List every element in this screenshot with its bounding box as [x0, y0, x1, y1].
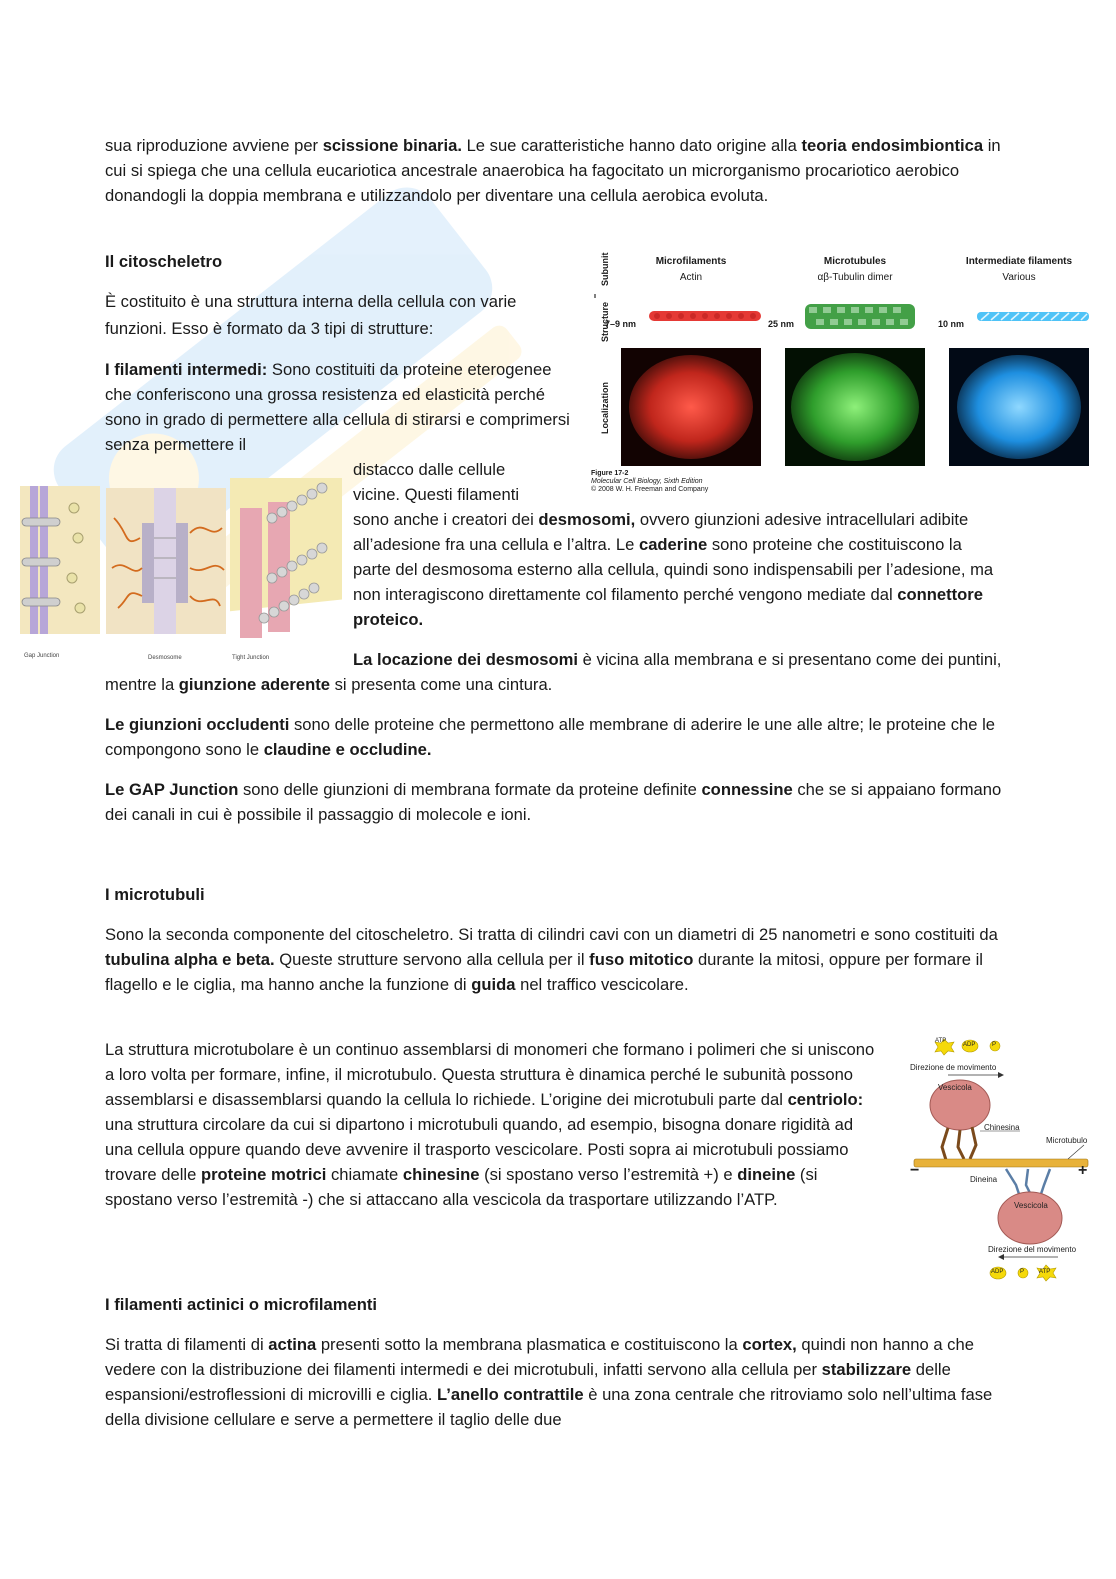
tight-junction-icon: [230, 478, 342, 638]
label-gap-junction: Gap Junction: [24, 653, 60, 659]
section-heading-microtubuli: I microtubuli: [105, 885, 205, 904]
intermediate-filament-icon: [977, 312, 1089, 321]
label-direction-top: Direzione de movimento: [910, 1063, 997, 1072]
figure-cytoskeleton: [587, 246, 1092, 502]
label-microtubulo: Microtubulo: [1046, 1136, 1088, 1145]
occludenti-paragraph: Le giunzioni occludenti sono delle proteine che permettono alle membrane di aderire le une alle altre; le proteine che le compongono sono le claudine e occludine.: [105, 715, 996, 759]
desmosomi-paragraph: La locazione dei desmosomi è vicina alla membrana e si presentano come dei puntini, mentre la giunzione aderente si presenta come una cintura.: [105, 650, 1002, 694]
col-title-microfilaments: Microfilaments: [655, 256, 727, 267]
label-adp-top: ADP: [963, 1042, 976, 1048]
col-sub-actin: Actin: [679, 272, 703, 283]
row-label-structure: Structure: [600, 301, 610, 342]
label-atp-bottom: ATP: [1039, 1269, 1051, 1275]
label-p-bottom: P: [1020, 1269, 1025, 1275]
microtubule-localization-image: [791, 353, 919, 461]
label-vescicola-bottom: Vescicola: [1014, 1201, 1048, 1210]
figure-caption: Figure 17-2 Molecular Cell Biology, Sixth Edition © 2008 W. H. Freeman and Company: [591, 470, 709, 493]
kinesin-icon: [942, 1127, 976, 1160]
junctions-drawing: [14, 478, 350, 643]
figure-motor-proteins: [908, 1035, 1100, 1285]
col-title-microtubules: Microtubules: [823, 256, 887, 267]
desmosome-icon: [106, 488, 226, 634]
col-title-intermediate: Intermediate filaments: [965, 256, 1073, 267]
gap-junction-icon: [20, 486, 100, 634]
label-dineina: Dineina: [970, 1175, 998, 1184]
dim-label-actin: 7–9 nm: [605, 319, 637, 329]
intro-paragraph: sua riproduzione avviene per scissione binaria. Le sue caratteristiche hanno dato origine alla teoria endosimbiontica in cui si spiega che una cellula eucariotica ancestrale anaerobica ha fagocitato un microrganismo procariotico aerobico donandogli la doppia membrana e utilizzandolo per diventare una cellula aerobica evoluta.: [105, 136, 1001, 205]
actin-localization-image: [629, 355, 753, 459]
vesicle-bottom-icon: [998, 1192, 1062, 1244]
filamenti-intermedi-continuation: sono anche i creatori dei desmosomi, ovvero giunzioni adesive intracellulari adibite all’adesione fra una cellula e l’altra. Le caderine sono proteine che costituiscono la parte del desmosoma esterno alla cellula, quindi sono indispensabili per l’adesione, ma non interagiscono direttamente col filamento perché vengono mediate dal connettore proteico.: [353, 510, 994, 629]
actin-filament-icon: [649, 311, 761, 321]
filamenti-intermedi-line-a: distacco dalle cellule: [353, 460, 506, 479]
gap-junction-paragraph: Le GAP Junction sono delle giunzioni di membrana formate da proteine definite connessine che se si appaiano formano dei canali in cui è possibile il passaggio di molecole e ioni.: [105, 780, 1002, 824]
label-minus-end: −: [910, 1162, 920, 1179]
label-p-top: P: [992, 1042, 997, 1048]
col-sub-tubulin: αβ-Tubulin dimer: [817, 272, 893, 283]
filamenti-intermedi-paragraph: I filamenti intermedi: Sono costituiti da proteine eterogenee che conferiscono una grossa resistenza ed elasticità perché sono in grado di permettere alla cellula di stirarsi e comprimersi senza permettere il: [105, 360, 570, 454]
label-atp-top: ATP: [935, 1038, 947, 1044]
dim-label-microtubule: 25 nm: [768, 319, 795, 329]
intermediate-localization-image: [957, 355, 1081, 459]
label-chinesina: Chinesina: [984, 1123, 1020, 1132]
label-vescicola-top: Vescicola: [938, 1083, 972, 1092]
label-plus-end: +: [1078, 1162, 1088, 1179]
citoscheletro-intro: È costituito è una struttura interna della cellula con varie funzioni. Esso è formato da 3 tipi di strutture:: [105, 292, 517, 338]
label-adp-bottom: ADP: [991, 1269, 1004, 1275]
microtubule-track-icon: [914, 1159, 1088, 1167]
cytoskeleton-drawing: [587, 246, 1092, 502]
row-label-localization: Localization: [600, 381, 610, 434]
label-desmosome: Desmosome: [148, 655, 182, 661]
figure-cell-junctions: [14, 478, 350, 661]
label-tight-junction: Tight Junction: [232, 655, 270, 661]
dim-label-intermediate: 10 nm: [938, 319, 965, 329]
microtubuli-paragraph-1: Sono la seconda componente del citoscheletro. Si tratta di cilindri cavi con un diametri di 25 nanometri e sono costituiti da tubulina alpha e beta. Queste strutture servono alla cellula per il fuso mitotico durante la mitosi, oppure per formare il flagello e le ciglia, ma hanno anche la funzione di guida nel traffico vescicolare.: [105, 925, 998, 994]
section-heading-microfilamenti: I filamenti actinici o microfilamenti: [105, 1295, 378, 1314]
microtubule-filament-icon: [805, 304, 915, 329]
filamenti-intermedi-line-b: vicine. Questi filamenti: [353, 485, 520, 504]
label-direction-bottom: Direzione del movimento: [988, 1245, 1077, 1254]
section-heading-citoscheletro: Il citoscheletro: [105, 252, 223, 271]
col-sub-various: Various: [1002, 272, 1036, 283]
row-label-subunit: Subunit: [600, 252, 610, 286]
microfilamenti-paragraph: Si tratta di filamenti di actina presenti sotto la membrana plasmatica e costituiscono la cortex, quindi non hanno a che vedere con la distribuzione dei filamenti intermedi e dei microtubuli, infatti servono alla cellula per stabilizzare delle espansioni/estroflessioni di microvilli e ciglia. L’anello contrattile è una zona centrale che ritroviamo solo nell’ultima fase della divisione cellulare e serve a permettere il taglio delle due: [105, 1335, 993, 1429]
microtubuli-paragraph-2: La struttura microtubolare è un continuo assemblarsi di monomeri che formano i polimeri che si uniscono a loro volta per formare, infine, il microtubulo. Questa struttura è dinamica perché le subunità possono assemblarsi e disassemblarsi quando la cellula lo richiede. L’origine dei microtubuli parte dal centriolo: una struttura circolare da cui si dipartono i microtubuli quando, ad esempio, bisogna donare rigidità ad una cellula oppure quando deve avvenire il trasporto vescicolare. Posti sopra ai microtubuli possiamo trovare delle proteine motrici chiamate chinesine (si spostano verso l’estremità +) e dineine (si spostano verso l’estremità -) che si attaccano alla vescicola da trasportare utilizzando l’ATP.: [105, 1040, 875, 1209]
